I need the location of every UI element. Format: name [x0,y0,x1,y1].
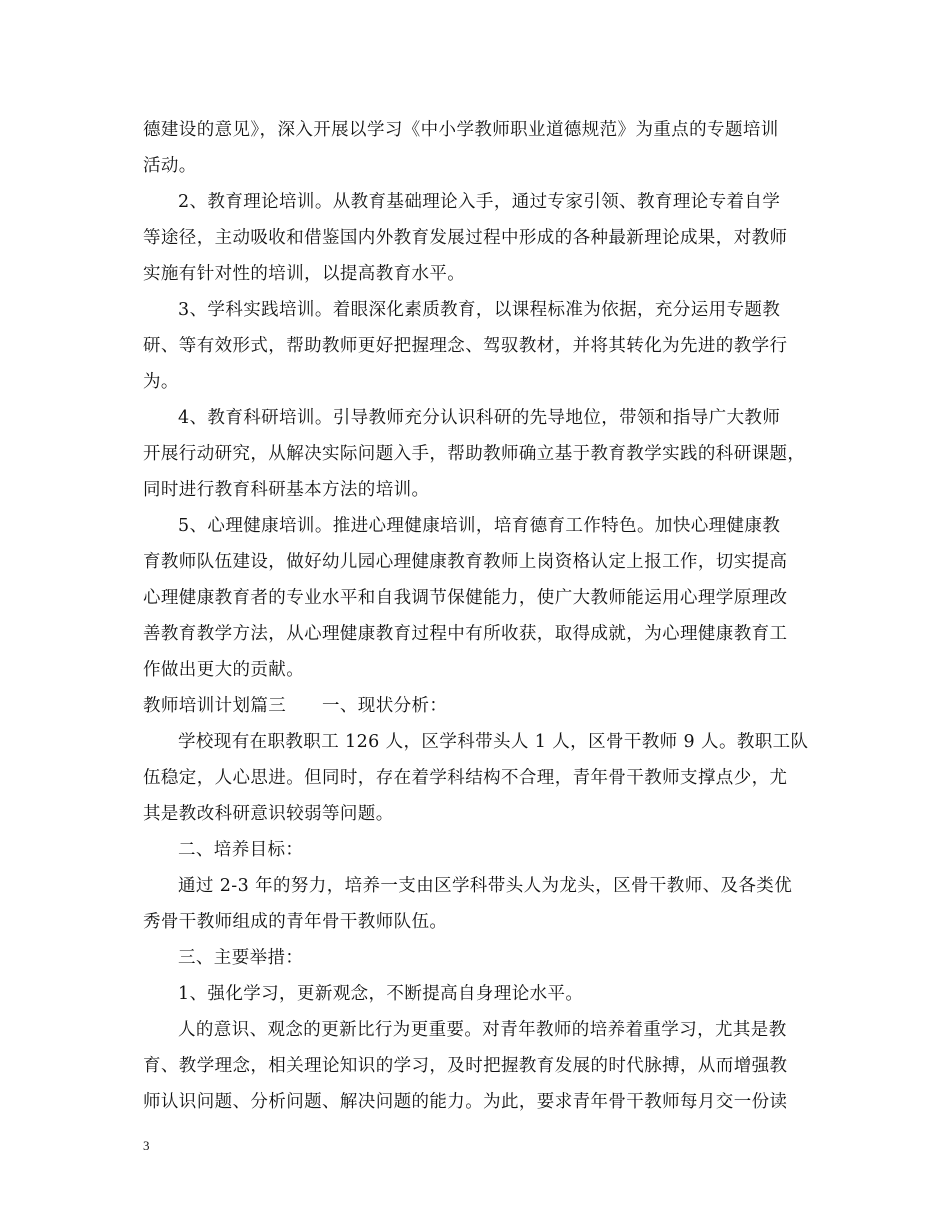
text-line: 活动。 [143,156,197,176]
page-number: 3 [143,1138,150,1153]
text-line: 研、等有效形式，帮助教师更好把握理念、驾驭教材，并将其转化为先进的教学行 [143,336,788,356]
text-line: 4、教育科研培训。引导教师充分认识科研的先导地位，带领和指导广大教师 [178,408,781,428]
section-heading: 二、培养目标： [178,840,304,860]
text-line: 5、心理健康培训。推进心理健康培训，培育德育工作特色。加快心理健康教 [178,516,781,536]
text-line: 秀骨干教师组成的青年骨干教师队伍。 [143,912,448,932]
text-line: 作做出更大的贡献。 [143,660,305,680]
text-line: 同时进行教育科研基本方法的培训。 [143,480,430,500]
text-line: 其是教改科研意识较弱等问题。 [143,804,394,824]
text-line: 人的意识、观念的更新比行为更重要。对青年教师的培养着重学习，尤其是教 [178,1020,787,1040]
text-line: 善教育教学方法，从心理健康教育过程中有所收获，取得成就，为心理健康教育工 [143,624,788,644]
text-line: 师认识问题、分析问题、解决问题的能力。为此，要求青年骨干教师每月交一份读 [143,1092,788,1112]
text-line: 德建设的意见》，深入开展以学习《中小学教师职业道德规范》为重点的专题培训 [143,120,779,140]
text-line: 通过 2-3 年的努力，培养一支由区学科带头人为龙头，区骨干教师、及各类优 [178,876,793,896]
text-line: 开展行动研究，从解决实际问题入手，帮助教师确立基于教育教学实践的科研课题， [143,444,806,464]
text-line: 为。 [143,372,179,392]
text-line: 育教师队伍建设，做好幼儿园心理健康教育教师上岗资格认定上报工作，切实提高 [143,552,788,572]
text-line: 心理健康教育者的专业水平和自我调节保健能力，使广大教师能运用心理学原理改 [143,588,788,608]
text-line: 学校现有在职教职工 126 人，区学科带头人 1 人，区骨干教师 9 人。教职工队 [178,732,809,752]
text-line: 伍稳定，人心思进。但同时，存在着学科结构不合理，青年骨干教师支撑点少，尤 [143,768,788,788]
section-heading: 三、主要举措： [178,948,304,968]
section-heading: 教师培训计划篇三 一、现状分析： [143,696,448,716]
text-line: 3、学科实践培训。着眼深化素质教育，以课程标准为依据，充分运用专题教 [178,300,781,320]
text-line: 1、强化学习，更新观念，不断提高自身理论水平。 [178,984,584,1004]
text-line: 等途径，主动吸收和借鉴国内外教育发展过程中形成的各种最新理论成果，对教师 [143,228,788,248]
text-line: 2、教育理论培训。从教育基础理论入手，通过专家引领、教育理论专着自学 [178,192,781,212]
text-line: 实施有针对性的培训，以提高教育水平。 [143,264,466,284]
text-line: 育、教学理念，相关理论知识的学习，及时把握教育发展的时代脉搏，从而增强教 [143,1056,788,1076]
